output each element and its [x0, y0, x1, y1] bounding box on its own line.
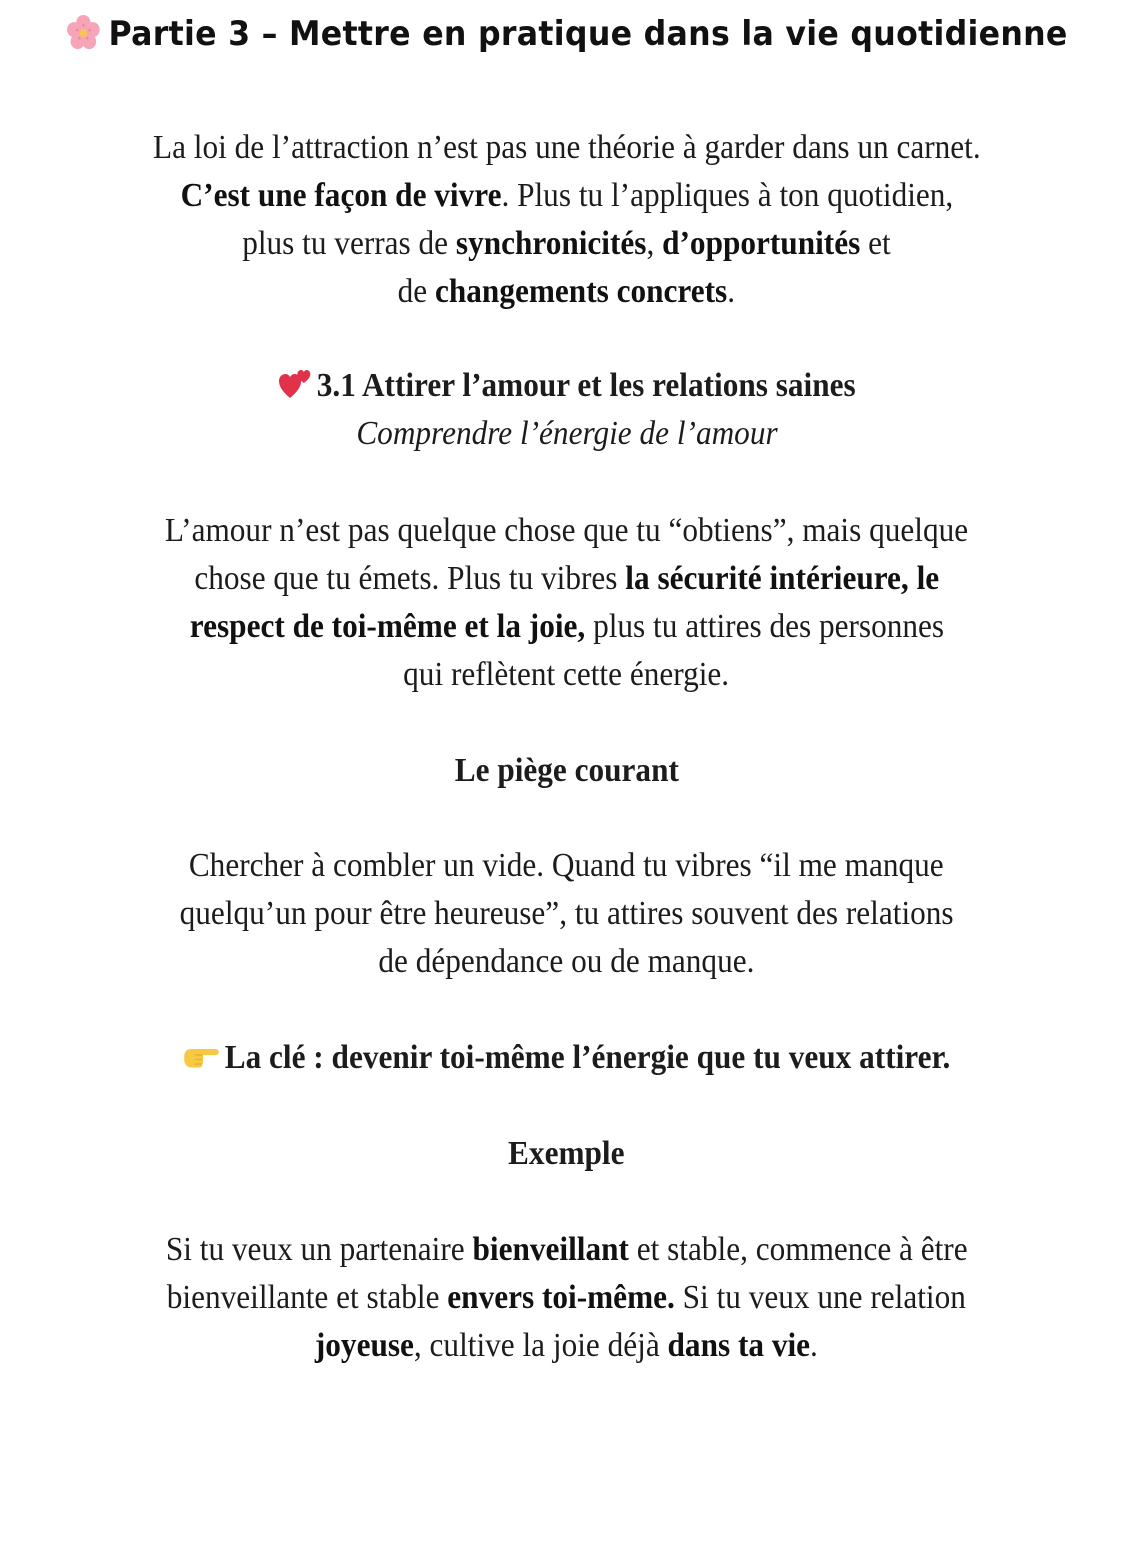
key-text: La clé : devenir toi-même l’énergie que tu veux attirer.	[224, 1039, 951, 1076]
paragraph-line: Chercher à combler un vide. Quand tu vibres “il me manque	[189, 847, 944, 884]
text: , cultive la joie déjà	[414, 1327, 668, 1364]
text: . Plus tu l’appliques à ton quotidien,	[501, 177, 953, 214]
text: de	[397, 273, 436, 310]
intro-line	[180, 172, 953, 220]
paragraph-line	[189, 603, 943, 651]
paragraph-line	[315, 1322, 818, 1370]
text: .	[727, 273, 736, 310]
intro-line: La loi de l’attraction n’est pas une théorie à garder dans un carnet.	[152, 129, 981, 166]
text: plus tu attires des personnes	[584, 608, 944, 645]
title-text: Partie 3 – Mettre en pratique dans la vie quotidienne	[108, 14, 1068, 54]
paragraph-line: quelqu’un pour être heureuse”, tu attires souvent des relations	[179, 895, 954, 932]
intro-line	[242, 220, 890, 268]
emphasis: la sécurité intérieure, le	[625, 560, 939, 597]
text: bienveillante et stable	[166, 1279, 448, 1316]
key-line	[183, 1034, 951, 1082]
trap-paragraph	[0, 842, 1133, 986]
emphasis: synchronicités	[455, 225, 647, 262]
emphasis: d’opportunités	[662, 225, 861, 262]
text: .	[810, 1327, 819, 1364]
intro-paragraph	[0, 124, 1133, 316]
emphasis: envers toi-même.	[447, 1279, 676, 1316]
emphasis: respect de toi-même et la joie,	[189, 608, 585, 645]
example-heading: Exemple	[508, 1135, 625, 1172]
trap-heading-block	[0, 747, 1133, 795]
trap-heading: Le piège courant	[454, 752, 679, 789]
text: plus tu verras de	[242, 225, 456, 262]
paragraph-line	[166, 1226, 968, 1274]
example-heading-block	[0, 1130, 1133, 1178]
two-hearts-icon	[278, 368, 311, 400]
section-subtitle: Comprendre l’énergie de l’amour	[355, 415, 778, 452]
text: et	[860, 225, 891, 262]
cherry-blossom-icon	[66, 14, 101, 52]
emphasis: bienveillant	[472, 1231, 629, 1268]
section-heading-text: 3.1 Attirer l’amour et les relations saines	[316, 367, 856, 404]
paragraph-line: L’amour n’est pas quelque chose que tu “obtiens”, mais quelque	[164, 512, 969, 549]
section-heading	[278, 362, 856, 410]
paragraph-line	[194, 555, 939, 603]
emphasis: changements concrets	[435, 273, 728, 310]
page-title	[0, 14, 1133, 54]
emphasis: C’est une façon de vivre	[180, 177, 502, 214]
text: ,	[646, 225, 663, 262]
text: et stable, commence à être	[628, 1231, 968, 1268]
paragraph-line	[167, 1274, 966, 1322]
paragraph-line: de dépendance ou de manque.	[378, 943, 755, 980]
example-paragraph	[0, 1226, 1133, 1370]
text: Si tu veux une relation	[675, 1279, 967, 1316]
paragraph-line: qui reflètent cette énergie.	[403, 656, 730, 693]
emphasis: joyeuse	[314, 1327, 415, 1364]
section-heading-block	[0, 362, 1133, 458]
intro-line	[398, 268, 735, 316]
emphasis: dans ta vie	[667, 1327, 811, 1364]
text: chose que tu émets. Plus tu vibres	[194, 560, 626, 597]
key-block	[0, 1034, 1133, 1082]
love-paragraph	[0, 507, 1133, 699]
text: Si tu veux un partenaire	[165, 1231, 473, 1268]
pointing-hand-icon	[183, 1044, 220, 1072]
